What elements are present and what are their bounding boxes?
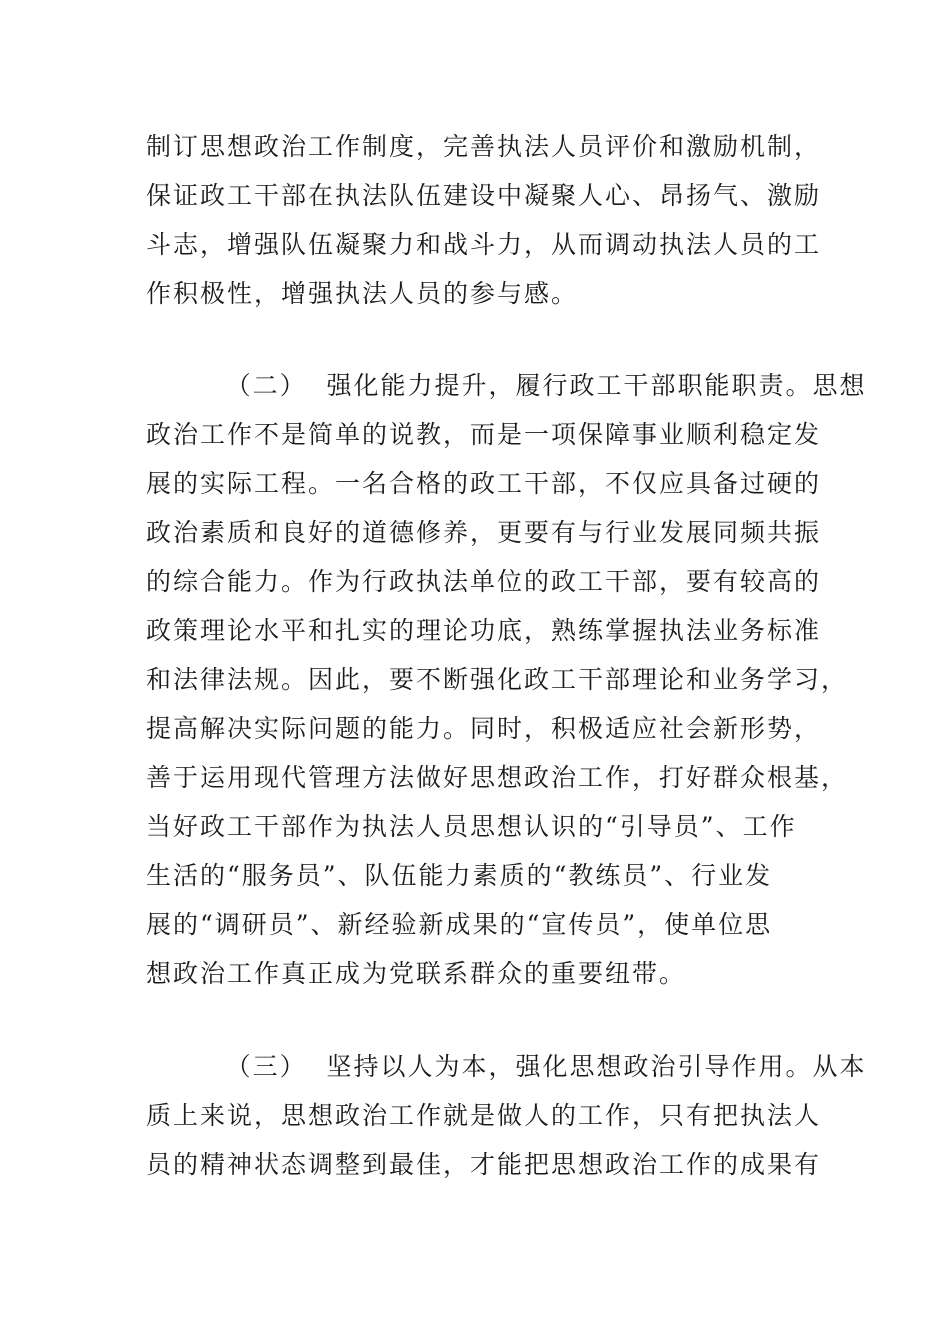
text-line: 员的精神状态调整到最佳，才能把思想政治工作的成果有 xyxy=(146,1150,822,1179)
text-line: 提高解决实际问题的能力。同时，积极适应社会新形势， xyxy=(146,714,822,743)
text-line: 政治工作不是简单的说教，而是一项保障事业顺利稳定发 xyxy=(146,420,822,449)
paragraph-section-three xyxy=(146,1042,867,1189)
text-line: 展的实际工程。一名合格的政工干部，不仅应具备过硬的 xyxy=(146,469,822,498)
paragraph-continuation xyxy=(146,122,822,318)
text-line: 制订思想政治工作制度，完善执法人员评价和激励机制， xyxy=(146,132,822,161)
text-line: 作积极性，增强执法人员的参与感。 xyxy=(146,279,579,308)
text-line: 善于运用现代管理方法做好思想政治工作，打好群众根基， xyxy=(146,763,849,792)
text-line: 政策理论水平和扎实的理论功底，熟练掌握执法业务标准 xyxy=(146,616,822,645)
text-line: （三） 坚持以人为本，强化思想政治引导作用。从本 xyxy=(146,1052,867,1081)
text-line: 生活的“服务员”、队伍能力素质的“教练员”、行业发 xyxy=(146,861,773,890)
text-line: 的综合能力。作为行政执法单位的政工干部，要有较高的 xyxy=(146,567,822,596)
text-line: 政治素质和良好的道德修养，更要有与行业发展同频共振 xyxy=(146,518,822,547)
text-line: 展的“调研员”、新经验新成果的“宣传员”，使单位思 xyxy=(146,910,773,939)
text-line: 想政治工作真正成为党联系群众的重要纽带。 xyxy=(146,959,687,988)
text-line: 和法律法规。因此，要不断强化政工干部理论和业务学习， xyxy=(146,665,849,694)
text-line: 质上来说，思想政治工作就是做人的工作，只有把执法人 xyxy=(146,1101,822,1130)
text-line: 保证政工干部在执法队伍建设中凝聚人心、昂扬气、激励 xyxy=(146,181,822,210)
text-line: 斗志，增强队伍凝聚力和战斗力，从而调动执法人员的工 xyxy=(146,230,822,259)
text-line: （二） 强化能力提升，履行政工干部职能职责。思想 xyxy=(146,371,867,400)
text-line: 当好政工干部作为执法人员思想认识的“引导员”、工作 xyxy=(146,812,797,841)
paragraph-section-two xyxy=(146,361,867,998)
